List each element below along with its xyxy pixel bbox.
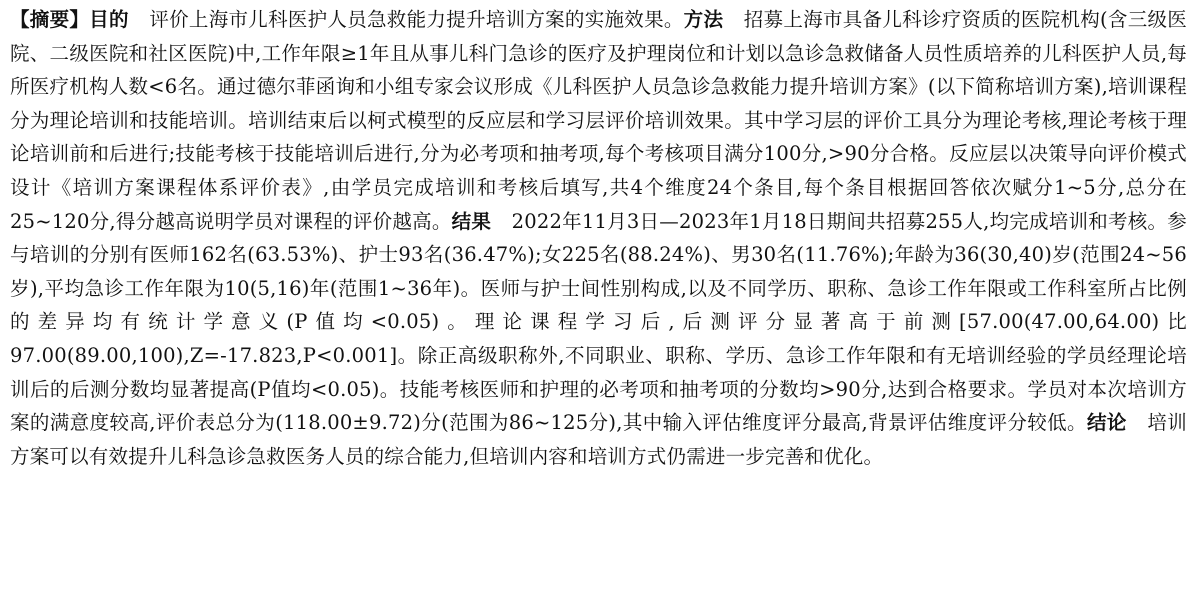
methods-heading: 方法 (683, 8, 724, 31)
objective-heading: 目的 (89, 8, 129, 31)
abstract-label: 【摘要】 (10, 8, 90, 31)
conclusion-heading: 结论 (1086, 411, 1127, 435)
methods-text: 招募上海市具备儿科诊疗资质的医院机构(含三级医院、二级医院和社区医院)中,工作年限≥1年且从事儿科门急诊的医疗及护理岗位和计划以急诊急救储备人员性质培养的儿科医护人员,每所医疗机构人数<6名。通过德尔菲函询和小组专家会议形成《儿科医护人员急诊急救能力提升培训方案》(以下简称培训方案),培训课程分为理论培训和技能培训。培训结束后以柯式模型的反应层和学习层评价培训效果。其中学习层的评价工具分为理论考核,理论考核于理论培训前和后进行;技能考核于技能培训后进行,分为必考项和抽考项,每个考核项目满分100分,>90分合格。反应层以决策导向评价模式设计《培训方案课程体系评价表》,由学员完成培训和考核后填写,共4个维度24个条目,每个条目根据回答依次赋分1~5分,总分在25~120分,得分越高说明学员对课程的评价越高。 (10, 8, 1187, 233)
results-text: 2022年11月3日—2023年1月18日期间共招募255人,均完成培训和考核。参与培训的分别有医师162名(63.53%)、护士93名(36.47%);女225名(88.24%)、男30名(11.76%);年龄为36(30,40)岁(范围24~56岁),平均急诊工作年限为10(5,16)年(范围1~36年)。医师与护士间性别构成,以及不同学历、职称、急诊工作年限或工作科室所占比例的差异均有统计学意义(P值均<0.05)。理论课程学习后,后测评分显著高于前测[57.00(47.00,64.00)比97.00(89.00,100),Z=-17.823,P<0.001]。除正高级职称外,不同职业、职称、学历、急诊工作年限和有无培训经验的学员经理论培训后的后测分数均显著提高(P值均<0.05)。技能考核医师和护理的必考项和抽考项的分数均>90分,达到合格要求。学员对本次培训方案的满意度较高,评价表总分为(118.00±9.72)分(范围为86~125分),其中输入评估维度评分最高,背景评估维度评分较低。 (10, 209, 1188, 435)
conclusion-text: 培训方案可以有效提升儿科急诊急救医务人员的综合能力,但培训内容和培训方式仍需进一步完善和优化。 (10, 411, 1188, 468)
results-heading: 结果 (451, 209, 492, 233)
objective-text: 评价上海市儿科医护人员急救能力提升培训方案的实施效果。 (149, 8, 684, 31)
